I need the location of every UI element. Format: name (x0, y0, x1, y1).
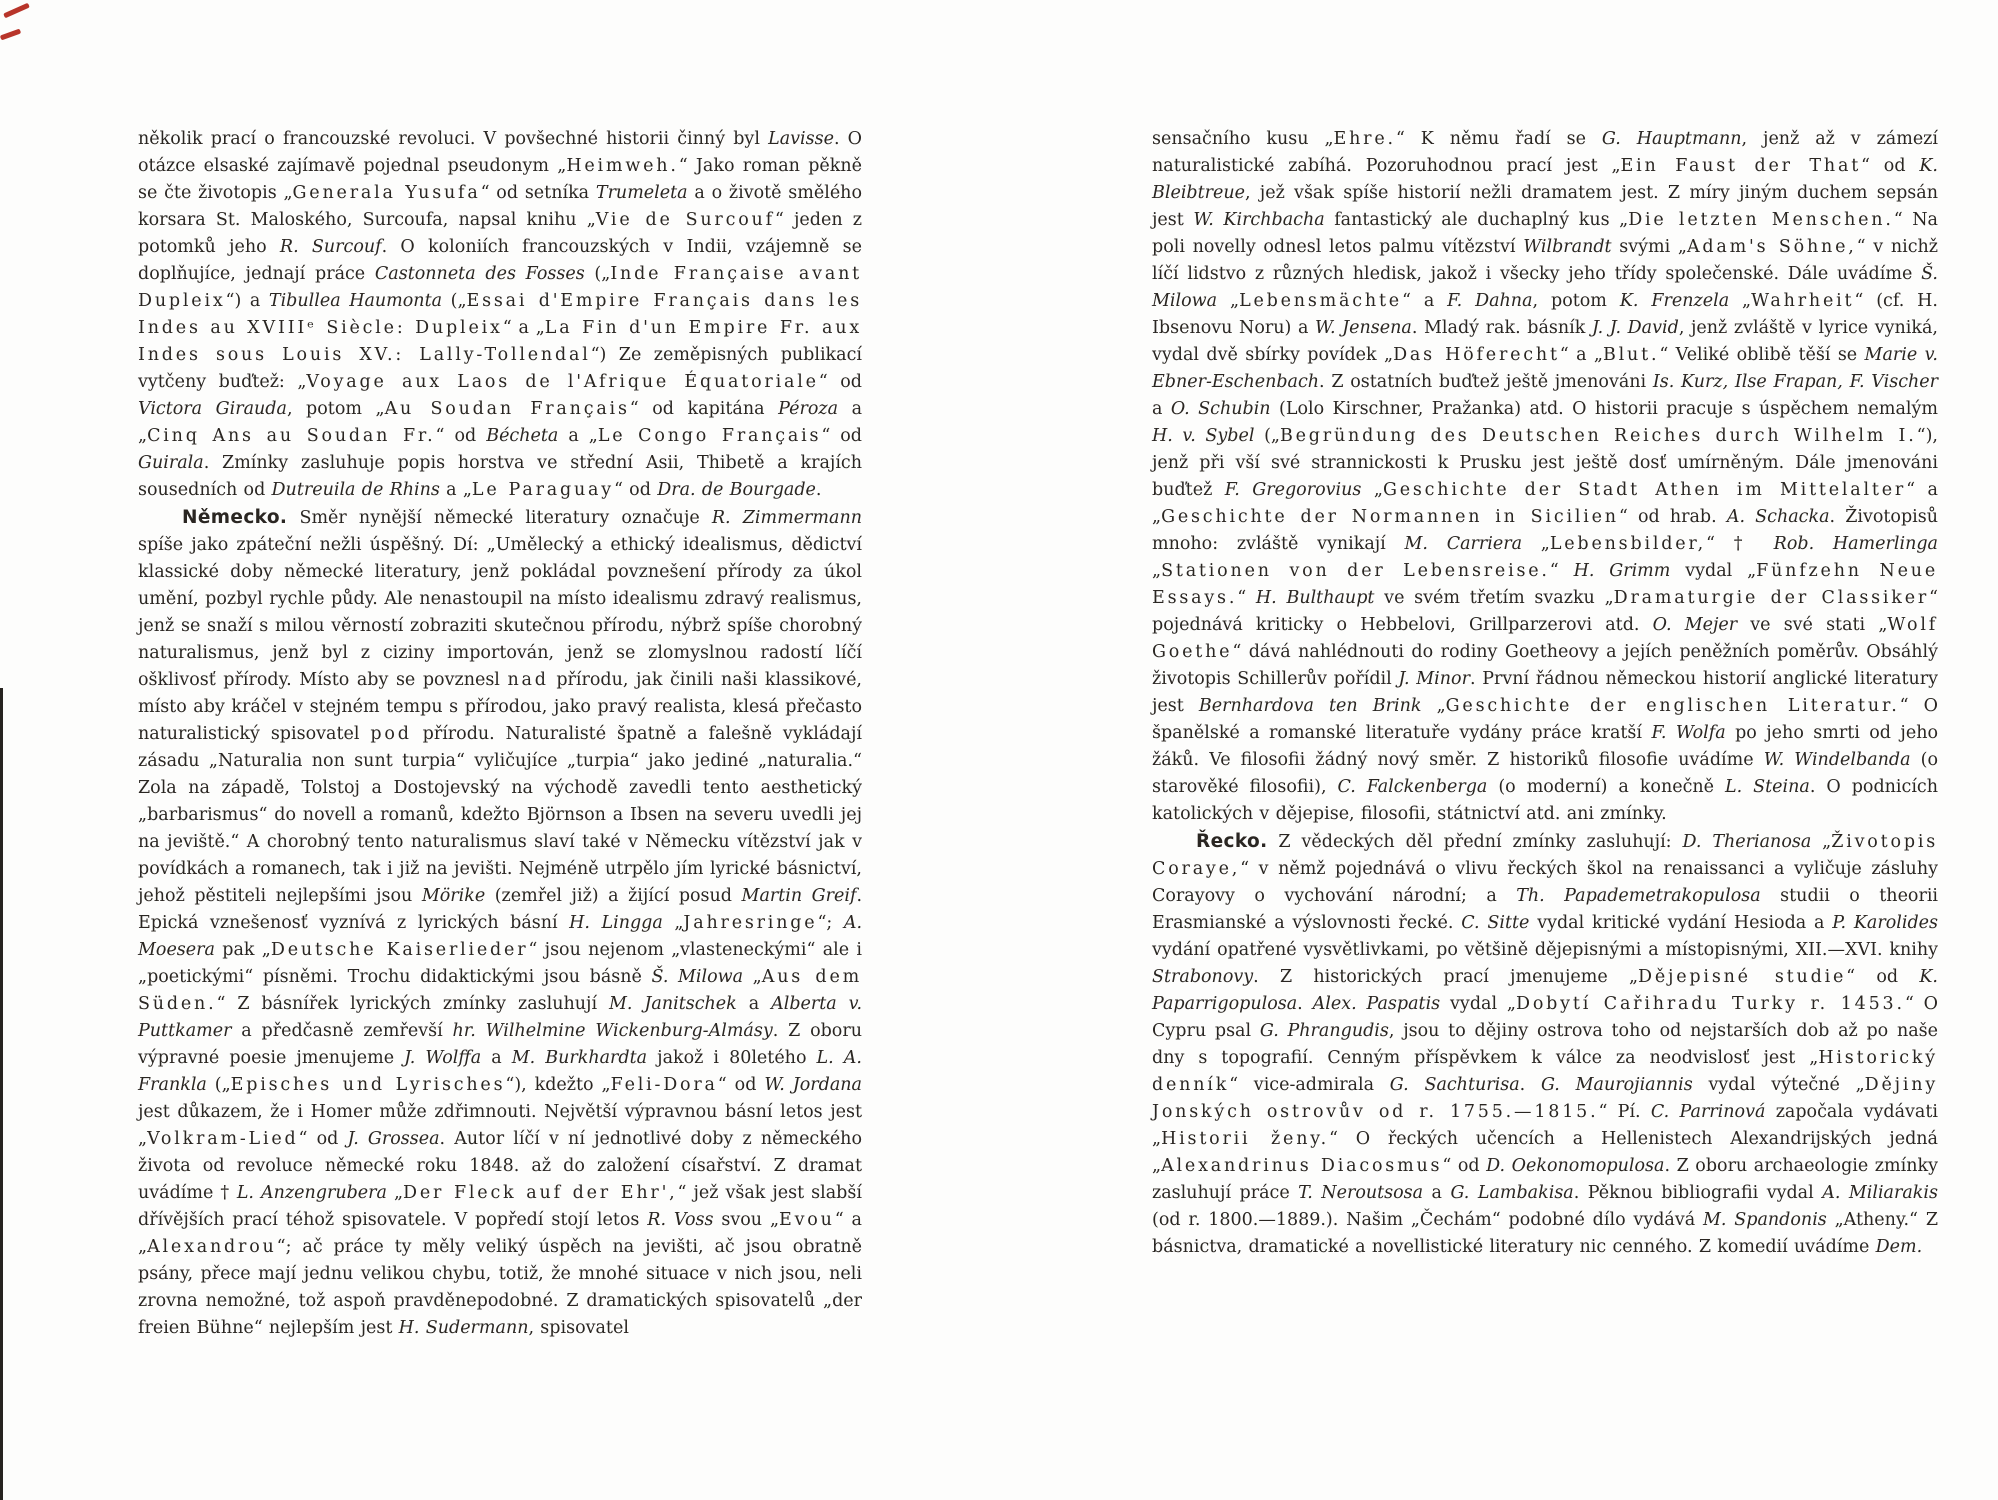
spaced-title-text: Der Fleck auf der Ehr', (403, 1183, 678, 1203)
text-run: vydal „ (1670, 561, 1757, 581)
italic-name-text: A. Miliarakis (1822, 1183, 1938, 1203)
italic-name-text: L. Anzengrubera (236, 1183, 387, 1203)
italic-name-text: C. Sitte (1461, 913, 1530, 933)
spaced-title-text: Stationen von der Lebensreise. (1161, 561, 1550, 581)
text-run: . Pěknou bibliografii vydal (1573, 1183, 1823, 1203)
italic-name-text: H. Bulthaupt (1255, 588, 1375, 608)
italic-name-text: Victora Girauda (138, 399, 287, 419)
text-run: . Životopisů mnoho: zvláště vynikají (1152, 507, 1938, 554)
spaced-title-text: Dramaturgie der Classiker (1613, 588, 1930, 608)
spaced-title-text: Le Congo Français (597, 426, 822, 446)
text-run: vydání opatřené vysvětlivkami, po většině dějepisnými a místopisnými, XII.—XVI. knihy (1152, 940, 1938, 960)
spaced-title-text: Voyage aux Laos de l'Afrique Équatoriale (306, 372, 819, 392)
text-run: “ † (1706, 534, 1774, 554)
spaced-title-text: Das Höferecht (1393, 345, 1560, 365)
spaced-title-text: Geschichte der englischen Literatur. (1445, 696, 1900, 716)
italic-name-text: L. A. Frankla (138, 1048, 862, 1095)
page-edge-shadow-line (0, 688, 3, 1500)
red-pen-mark (0, 29, 21, 41)
section-heading: Německo. (182, 507, 288, 528)
italic-name-text: R. Surcouf (279, 237, 382, 257)
text-run: “; ač práce ty měly veliký úspěch na jevišti, ač jsou obratně psány, přece mají jednu velikou chybu, totiž, že mnohé situace v nich jsou, neli zrovna nemožné, tož aspoň pravděnepodobné. Z dramatických spisovatelů „der freien Bühne“ nejlepším jest (138, 1237, 862, 1338)
italic-name-text: O. Schubin (1170, 399, 1271, 419)
continuation-paragraph (138, 126, 862, 504)
text-run: ve své stati „ (1737, 615, 1888, 635)
italic-name-text: K. Paparrigopulosa (1152, 967, 1938, 1014)
italic-name-text: Péroza (778, 399, 839, 419)
text-run: “ O řeckých učencích a Hellenistech Alexandrijských jedná „ (1152, 1129, 1938, 1176)
spaced-title-text: Jahresringe (683, 913, 818, 933)
text-run: a o životě smělého korsara St. Maloského, Surcoufa, napsal knihu „ (138, 183, 862, 230)
text-run: . Epická vznešenosť vyznívá z lyrických básní (138, 886, 863, 933)
text-run: (o moderní) a konečně (1487, 777, 1725, 797)
italic-name-text: P. Karolides (1832, 913, 1938, 933)
text-run: “ O Cypru psal (1152, 994, 1938, 1041)
text-run: vydal výtečné „ (1692, 1075, 1865, 1095)
text-run: (zemřel již) a žijící posud (485, 886, 742, 906)
italic-name-text: J. J. David (1591, 318, 1679, 338)
spaced-title-text: Vie de Surcouf (595, 210, 775, 230)
text-run: “), kdežto „ (505, 1075, 611, 1095)
italic-name-text: D. Therianosa (1682, 832, 1812, 852)
text-run: „ (743, 967, 762, 987)
text-run: „Atheny.“ Z básnictva, dramatické a novellistické literatury nic cenného. Z komedií uvádíme (1152, 1210, 1938, 1257)
text-run: , jenž zvláště v lyrice vyniká, vydal dvě sbírky povídek „ (1152, 318, 1938, 365)
text-run: „ (386, 1183, 404, 1203)
italic-name-text: J. Minor (1398, 669, 1470, 689)
spaced-title-text: Geschichte der Stadt Athen im Mittelalter (1382, 480, 1907, 500)
text-run: “ a (1401, 291, 1448, 311)
text-run: “ Jako roman pěkně se čte životopis „ (138, 156, 862, 203)
italic-name-text: M. Burkhardta (511, 1048, 648, 1068)
spaced-title-text: Alexandrou (147, 1237, 277, 1257)
text-run: . O otázce elsaské zajímavě pojednal pseudonym „ (138, 129, 862, 176)
text-run: “ Na poli novelly odnesl letos palmu vítězství (1152, 210, 1938, 257)
text-run: („ (442, 291, 467, 311)
italic-name-text: Martin Greif (741, 886, 857, 906)
text-run: a předčasně zemřevší (231, 1021, 453, 1041)
text-run: . Zmínky zasluhuje popis horstva ve střední Asii, Thibetě a krajích sousedních od (138, 453, 862, 500)
spaced-title-text: Životopis Coraye, (1152, 832, 1938, 879)
text-run: “ jsou nejenom „vlasteneckými“ ale i „poetickými“ písněmi. Trochu didaktickými jsou básně (138, 940, 862, 987)
text-run: „ (1729, 291, 1752, 311)
text-run: “ (1237, 588, 1256, 608)
italic-name-text: Dra. de Bourgade (657, 480, 816, 500)
text-run: “ K němu řadí se (1395, 129, 1602, 149)
spaced-title-text: Evou (779, 1210, 835, 1230)
spaced-title-text: Wahrheit (1751, 291, 1855, 311)
text-run: . Z ostatních buďtež ještě jmenováni (1319, 372, 1653, 392)
spaced-title-text: Ein Faust der That (1620, 156, 1862, 176)
text-run: “ od (435, 426, 487, 446)
spaced-title-text: Au Soudan Français (384, 399, 630, 419)
italic-name-text: Dutreuila de Rhins (271, 480, 440, 500)
text-run: („ (1254, 426, 1280, 446)
text-run: “ od (821, 426, 863, 446)
text-run: . První řádnou německou historií anglické literatury jest (1152, 669, 1939, 716)
text-run: “ (cf. H. Ibsenovu Noru) a (1152, 291, 1938, 338)
spaced-title-text: Lebensbilder, (1549, 534, 1707, 554)
text-run: a (481, 1048, 512, 1068)
text-run: svou „ (713, 1210, 780, 1230)
italic-name-text: Bernhardova ten Brink (1198, 696, 1422, 716)
italic-name-text: Alex. Paspatis (1312, 994, 1441, 1014)
italic-name-text: H. Sudermann (398, 1318, 529, 1338)
italic-name-text: M. Spandonis (1702, 1210, 1827, 1230)
text-run: („ (584, 264, 611, 284)
italic-name-text: F. Wolfa (1651, 723, 1726, 743)
spaced-title-text: Feli-Dora (610, 1075, 718, 1095)
text-run: přírodu. Naturalisté špatně a falešně vykládají zásadu „Naturalia non sunt turpia“ vyličujíce „turpia“ jako jediné „naturalia.“ Zola na západě, Tolstoj a Dostojevský na východě zavedli tento aesthetický „barbarismus“ do novell a romanů, kdežto Björnson a Ibsen na severu uvedli jej na jeviště.“ A chorobný tento naturalismus slaví také v Německu vítězství jak v povídkách a romanech, tak i již na jevišti. Nejméně utrpělo jím lyrické básnictví, jehož pěstiteli nejlepšími jsou (138, 724, 863, 906)
text-run: “ pojednává kriticky o Hebbelovi, Grillparzerovi atd. (1152, 588, 1938, 635)
spaced-title-text: Dobytí Cařihradu Turky r. 1453. (1516, 994, 1905, 1014)
italic-name-text: J. Grossea (347, 1129, 440, 1149)
text-run: . (815, 480, 822, 500)
text-run: po jeho smrti od jeho žáků. Ve filosofii žádný nový směr. Z historiků filosofie uvádíme (1152, 723, 1939, 770)
italic-name-text: W. Jordana (764, 1075, 862, 1095)
text-run: svými „ (1611, 237, 1687, 257)
text-run: „ (1361, 480, 1383, 500)
italic-name-text: Tibullea Haumonta (268, 291, 443, 311)
italic-name-text: G. Maurojiannis (1540, 1075, 1693, 1095)
italic-name-text: Wilbrandt (1523, 237, 1612, 257)
spaced-title-text: Cinq Ans au Soudan Fr. (147, 426, 436, 446)
text-run: “ od (818, 372, 862, 392)
italic-name-text: F. Dahna (1447, 291, 1533, 311)
italic-name-text: Š. Milowa (651, 967, 744, 987)
right-text-column (1152, 126, 1938, 1261)
text-run: studii o theorii Erasmianské a výslovnosti řecké. (1152, 886, 1939, 933)
italic-name-text: K. Bleibtreue (1152, 156, 1938, 203)
text-run: “ od (298, 1129, 348, 1149)
text-run: . Autor líčí v ní jednotlivé doby z německého života od revoluce německé roku 1848. až do založení císařství. Z dramat uvádíme † (138, 1129, 862, 1203)
italic-name-text: D. Oekonomopulosa (1486, 1156, 1665, 1176)
spaced-title-text: Die letzten Menschen. (1628, 210, 1894, 230)
text-run: (od r. 1800.—1889.). Našim „Čechám“ podobné dílo vydává (1152, 1210, 1703, 1230)
spaced-title-text: Alexandrinus Diacosmus (1161, 1156, 1443, 1176)
text-run: . O podnicích katolických v dějepise, filosofii, státnictví atd. ani zmínky. (1152, 777, 1938, 824)
text-run: . O koloniích francouzských v Indii, vzájemně se doplňujíce, jednají práce (138, 237, 862, 284)
italic-name-text: W. Jensena (1315, 318, 1412, 338)
italic-name-text: G. Phrangudis (1259, 1021, 1389, 1041)
italic-name-text: Š. Milowa (1152, 264, 1938, 311)
text-run: „ (1217, 291, 1240, 311)
text-run: Z vědeckých děl přední zmínky zasluhují: (1267, 832, 1683, 852)
red-pen-mark (3, 3, 30, 19)
spaced-title-text: Heimweh. (566, 156, 679, 176)
text-run: vydal „ (1440, 994, 1516, 1014)
spaced-title-text: Dějiny Jonských ostrovův od r. 1755.—1815. (1152, 1075, 1939, 1122)
text-run: ve svém třetím svazku „ (1374, 588, 1614, 608)
text-run: “ a „ (138, 1210, 862, 1257)
italic-name-text: H. Grimm (1573, 561, 1671, 581)
italic-name-text: M. Carriera (1404, 534, 1523, 554)
text-run: přírodu, jak činili naši klassikové, místo aby kráčel v stejném tempu s přírodou, jako pravý realista, klesá přečasto naturalistický spisovatel (138, 670, 862, 744)
text-run: a „ (439, 480, 472, 500)
text-run: „ (1811, 832, 1832, 852)
spaced-title-text: nad (507, 670, 549, 690)
text-run: “), jenž při vší své strannickosti k Prusku jest ještě dosť umírněným. Dále jmenováni buďtež (1152, 426, 1938, 500)
italic-name-text: W. Kirchbacha (1193, 210, 1325, 230)
text-run: fantastický ale duchaplný kus „ (1324, 210, 1629, 230)
text-run: , jenž až v zámezí naturalistické zabíhá. Pozoruhodnou prací jest „ (1152, 129, 1938, 176)
text-run: “ od hrab. (1618, 507, 1727, 527)
italic-name-text: Is. Kurz, Ilse Frapan, F. Vischer (1652, 372, 1938, 392)
text-run: “ a „ (1559, 345, 1603, 365)
spaced-title-text: Fünfzehn Neue Essays. (1152, 561, 1938, 608)
text-run: . Mladý rak. básník (1411, 318, 1592, 338)
spaced-title-text: Geschichte der Normannen in Sicilien (1161, 507, 1619, 527)
text-run: , spisovatel (528, 1318, 629, 1338)
text-run: a „ (138, 399, 863, 446)
text-run: „ (1152, 561, 1162, 581)
text-run: “ a „ (1152, 480, 1938, 527)
italic-name-text: O. Mejer (1652, 615, 1738, 635)
text-run: „ (662, 913, 684, 933)
spaced-title-text: Volkram-Lied (147, 1129, 299, 1149)
text-run: „ (1421, 696, 1446, 716)
spaced-title-text: Generala Yusufa (292, 183, 481, 203)
text-run: “ od (1442, 1156, 1487, 1176)
spaced-title-text: La Fin d'un Empire Fr. aux Indes sous Louis XV.: Lally-Tollendal (138, 318, 862, 365)
text-run: “ Veliké oblibě těší se (1659, 345, 1865, 365)
italic-name-text: G. Hauptmann (1601, 129, 1742, 149)
continuation-paragraph (1152, 126, 1938, 828)
text-run: “ dává nahlédnouti do rodiny Goetheovy a jejích peněžních poměrův. Obsáhlý životopis Schillerův pořídil (1152, 642, 1938, 689)
italic-name-text: Bécheta (486, 426, 559, 446)
text-run: “; (817, 913, 844, 933)
italic-name-text: A. Moesera (138, 913, 863, 960)
italic-name-text: Guirala (138, 453, 204, 473)
text-run: . (1297, 994, 1313, 1014)
text-run: a „ (558, 426, 598, 446)
italic-name-text: M. Janitschek (609, 994, 737, 1014)
italic-name-text: A. Schacka (1726, 507, 1830, 527)
spaced-title-text: Le Paraguay (471, 480, 614, 500)
spaced-title-text: pod (370, 724, 412, 744)
section-paragraph (1152, 828, 1938, 1261)
text-run: pak „ (214, 940, 271, 960)
left-text-column (138, 126, 862, 1342)
text-run: a (1152, 399, 1171, 419)
italic-name-text: Trumeleta (595, 183, 688, 203)
italic-name-text: F. Gregorovius (1224, 480, 1362, 500)
text-run: a (736, 994, 772, 1014)
spaced-title-text: Deutsche Kaiserlieder (270, 940, 529, 960)
text-run: (o starověké filosofii), (1152, 750, 1938, 797)
italic-name-text: R. Voss (647, 1210, 714, 1230)
italic-name-text: Th. Papademetrakopulosa (1516, 886, 1761, 906)
spaced-title-text: Wolf Goethe (1152, 615, 1938, 662)
text-run: , jsou to dějiny ostrova toho od nejstarších dob až po naše dny s topografií. Cenným příspěvkem k válce za neodvislosť jest „ (1152, 1021, 1939, 1068)
italic-name-text: K. Frenzela (1619, 291, 1730, 311)
text-run: . Z oboru archaeologie zmínky zasluhují práce (1152, 1156, 1938, 1203)
text-run: “ v němž pojednává o vlivu řeckých škol na renaissanci a vyličuje zásluhy Corayovy o vychování národní; a (1152, 859, 1938, 906)
spaced-title-text: Aus dem Süden. (138, 967, 862, 1014)
text-run: “ Z básnířek lyrických zmínky zasluhují (216, 994, 609, 1014)
italic-name-text: T. Neroutsosa (1298, 1183, 1424, 1203)
text-run: “ od kapitána (629, 399, 779, 419)
italic-name-text: C. Parrinová (1650, 1102, 1766, 1122)
text-run: , potom „ (286, 399, 385, 419)
text-run: Směr nynější německé literatury označuje (287, 508, 712, 528)
italic-name-text: Castonneta des Fosses (374, 264, 585, 284)
text-run: “ od (613, 480, 658, 500)
spaced-title-text: Inde Française avant Dupleix (138, 264, 862, 311)
italic-name-text: L. Steina (1725, 777, 1810, 797)
text-run: “ Pí. (1598, 1102, 1651, 1122)
spaced-title-text: Historii ženy. (1161, 1129, 1330, 1149)
italic-name-text: Dem. (1875, 1237, 1923, 1257)
italic-name-text: W. Windelbanda (1763, 750, 1911, 770)
section-heading: Řecko. (1196, 831, 1268, 852)
text-run: „ (1522, 534, 1550, 554)
spaced-title-text: Blut. (1603, 345, 1660, 365)
text-run: (Lolo Kirschner, Pražanka) atd. O historii pracuje s úspěchem nemalým (1270, 399, 1938, 419)
italic-name-text: hr. Wilhelmine Wickenburg-Almásy (452, 1021, 773, 1041)
text-run: “ a „ (502, 318, 545, 338)
italic-name-text: G. Lambakisa (1450, 1183, 1574, 1203)
text-run: spíše jako zpáteční nežli úspěšný. Dí: „Umělecký a ethický idealismus, dědictví klassické doby německé literatury, jenž pokládal povznešení přírody za úkol umění, pozbyl rychle půdy. Ale nenastoupil na místo idealismu zdravý realismus, jenž se snaží s milou věrností zobraziti skutečnou přírodu, nýbrž spíše chorobný naturalismus, jenž byl z ciziny importován, jenž se zlomyslnou radostí líčí ošklivosť přírody. Místo aby se povznesl (138, 535, 862, 690)
italic-name-text: H. Lingga (569, 913, 663, 933)
text-run: “ od setníka (480, 183, 596, 203)
spaced-title-text: Dějepisné studie (1638, 967, 1847, 987)
text-run: “ jež však jest slabší dřívějších prací téhož spisovatele. V popředí stojí letos (138, 1183, 862, 1230)
text-run: , jež však spíše historií nežli dramatem jest. Z míry jiným duchem sepsán jest (1152, 183, 1938, 230)
text-run: “ od (1861, 156, 1920, 176)
spaced-title-text: Essai d'Empire Français dans les Indes au XVIIIᵉ Siècle: Dupleix (138, 291, 862, 338)
text-run: “ jeden z potomků jeho (138, 210, 862, 257)
italic-name-text: Rob. Hamerlinga (1773, 534, 1938, 554)
text-run: “ v nichž líčí lidstvo z různých hledisk, jakož i všecky jeho třídy společenské. Dále uvádíme (1152, 237, 1938, 284)
italic-name-text: C. Falckenberga (1337, 777, 1488, 797)
text-run: . (1519, 1075, 1541, 1095)
italic-name-text: Alberta v. Puttkamer (138, 994, 863, 1041)
italic-name-text: Marie v. Ebner-Eschenbach (1152, 345, 1938, 392)
text-run: “ od (1846, 967, 1920, 987)
text-run: “ vice-admirala (1229, 1075, 1390, 1095)
text-run: “) a (225, 291, 269, 311)
text-run: vydal kritické vydání Hesioda a (1529, 913, 1833, 933)
text-run: započala vydávati „ (1152, 1102, 1938, 1149)
text-run: jakož i 80letého (647, 1048, 817, 1068)
italic-name-text: J. Wolffa (404, 1048, 482, 1068)
italic-name-text: H. v. Sybel (1152, 426, 1255, 446)
text-run: “ od (717, 1075, 765, 1095)
text-run: jest důkazem, že i Homer může zdřimnouti. Největší výpravnou básní letos jest „ (138, 1102, 862, 1149)
spaced-title-text: Begründung des Deutschen Reiches durch Wilhelm I. (1279, 426, 1917, 446)
italic-name-text: Lavisse (768, 129, 834, 149)
text-run: “ O španělské a romanské literatuře vydány práce kratší (1152, 696, 1938, 743)
section-paragraph (138, 504, 862, 1342)
spaced-title-text: Ehre. (1333, 129, 1396, 149)
text-run: “) Ze zeměpisných publikací vytčeny buďtež: „ (138, 345, 862, 392)
text-run: , potom (1532, 291, 1620, 311)
italic-name-text: Strabonovy (1152, 967, 1254, 987)
text-run: . Z oboru výpravné poesie jmenujeme (138, 1021, 862, 1068)
italic-name-text: G. Sachturisa (1389, 1075, 1520, 1095)
spaced-title-text: Adam's Söhne, (1686, 237, 1857, 257)
spaced-title-text: Episches und Lyrisches (230, 1075, 506, 1095)
italic-name-text: Mörike (421, 886, 486, 906)
italic-name-text: R. Zimmermann (711, 508, 862, 528)
text-run: sensačního kusu „ (1152, 129, 1334, 149)
text-run: . Z historických prací jmenujeme „ (1253, 967, 1639, 987)
text-run: („ (206, 1075, 231, 1095)
text-run: “ (1549, 561, 1574, 581)
text-run: a (1423, 1183, 1451, 1203)
text-run: několik prací o francouzské revoluci. V povšechné historii činný byl (138, 129, 769, 149)
spaced-title-text: Lebensmächte (1239, 291, 1402, 311)
spaced-title-text: Historický denník (1152, 1048, 1938, 1095)
